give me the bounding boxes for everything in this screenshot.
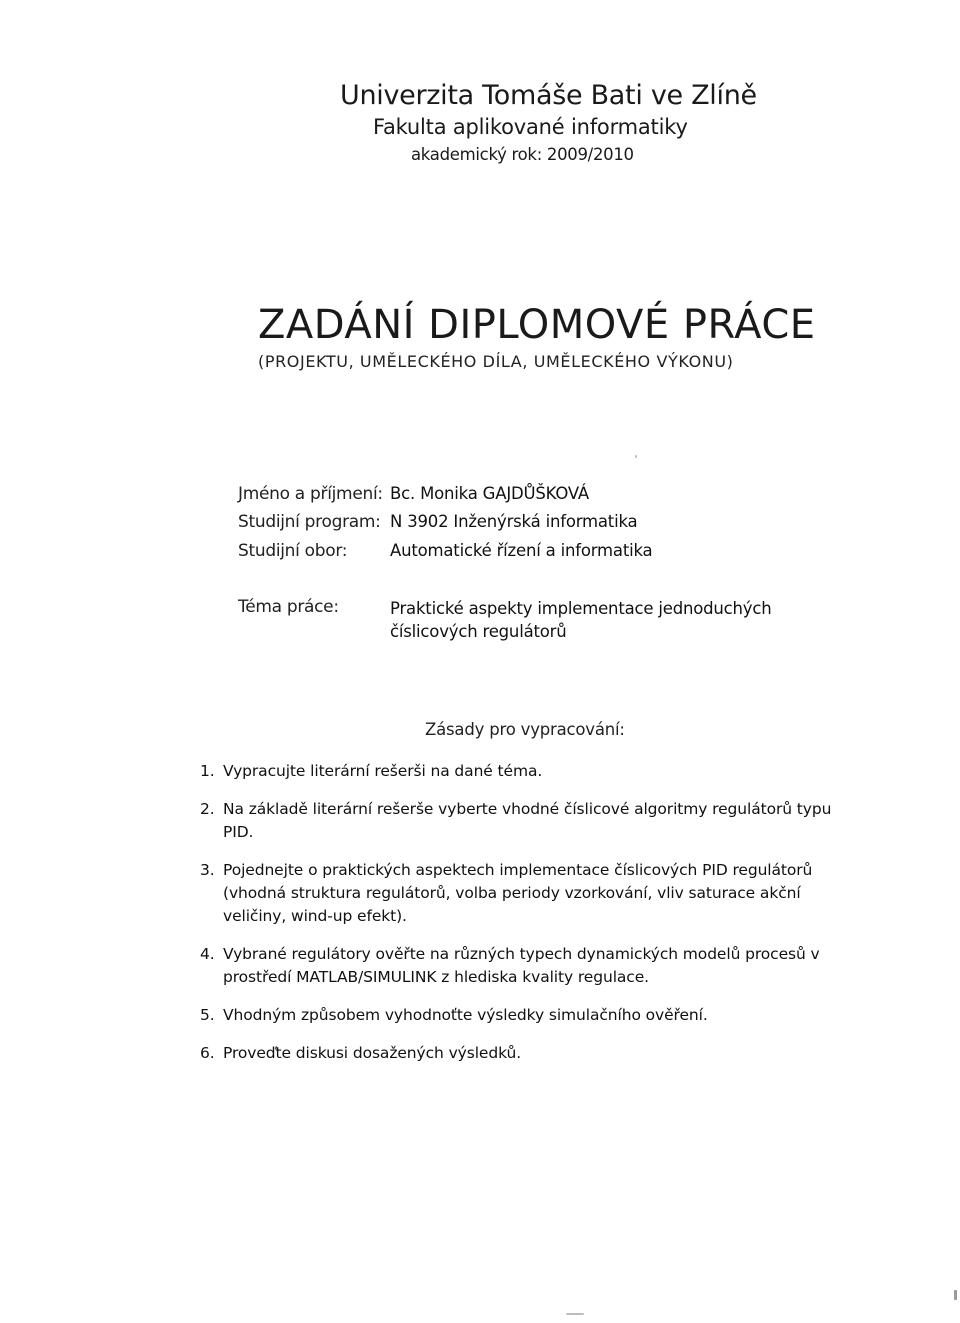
task-item xyxy=(200,943,840,989)
topic-value: Praktické aspekty implementace jednoduchých číslicových regulátorů xyxy=(390,599,772,641)
task-number: 2. xyxy=(200,800,215,818)
task-text: Na základě literární rešerše vyberte vhodné číslicové algoritmy regulátorů typu PID. xyxy=(223,800,832,841)
study-field-label: Studijní obor: xyxy=(238,541,348,561)
study-program-label: Studijní program: xyxy=(238,512,381,532)
document-subtitle: (PROJEKTU, UMĚLECKÉHO DÍLA, UMĚLECKÉHO VÝKONU) xyxy=(258,352,734,371)
task-number: 6. xyxy=(200,1044,215,1062)
study-program-value: N 3902 Inženýrská informatika xyxy=(390,512,638,531)
faculty-name: Fakulta aplikované informatiky xyxy=(373,115,688,139)
task-item xyxy=(200,1042,840,1065)
name-value: Bc. Monika GAJDŮŠKOVÁ xyxy=(390,484,590,503)
task-text: Proveďte diskusi dosažených výsledků. xyxy=(223,1044,522,1062)
principles-heading: Zásady pro vypracování: xyxy=(425,720,625,739)
name-label: Jméno a příjmení: xyxy=(238,484,383,504)
task-text: Vybrané regulátory ověřte na různých typech dynamických modelů procesů v prostředí MATLAB/SIMULINK z hlediska kvality regulace. xyxy=(223,945,820,986)
task-item xyxy=(200,760,840,783)
task-text: Vhodným způsobem vyhodnoťte výsledky simulačního ověření. xyxy=(223,1006,708,1024)
topic-label: Téma práce: xyxy=(238,597,339,617)
scan-speck xyxy=(635,455,637,458)
task-number: 1. xyxy=(200,762,215,780)
document-title: ZADÁNÍ DIPLOMOVÉ PRÁCE xyxy=(258,302,816,348)
task-item xyxy=(200,859,840,928)
task-number: 4. xyxy=(200,945,215,963)
task-item xyxy=(200,1004,840,1027)
task-number: 5. xyxy=(200,1006,215,1024)
study-field-value: Automatické řízení a informatika xyxy=(390,541,653,560)
scan-speck xyxy=(566,1313,584,1315)
task-text: Vypracujte literární rešerši na dané téma. xyxy=(223,762,543,780)
task-number: 3. xyxy=(200,861,215,879)
university-name: Univerzita Tomáše Bati ve Zlíně xyxy=(340,80,757,111)
task-text: Pojednejte o praktických aspektech implementace číslicových PID regulátorů (vhodná struktura regulátorů, volba periody vzorkování, vliv saturace akční veličiny, wind-up efekt). xyxy=(223,861,813,925)
scan-speck xyxy=(954,1290,957,1300)
academic-year: akademický rok: 2009/2010 xyxy=(411,145,634,164)
task-item xyxy=(200,798,840,844)
